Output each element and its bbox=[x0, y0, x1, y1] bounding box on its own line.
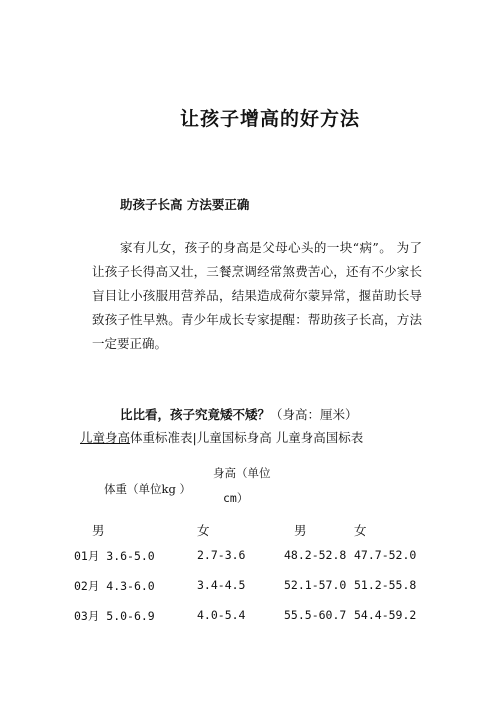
table-cell: 4.0-5.4 bbox=[197, 608, 246, 622]
table-label-underlined: 儿童身高 bbox=[80, 430, 131, 445]
intro-paragraph: 家有儿女，孩子的身高是父母心头的一块“病”。 为了让孩子长得高又壮，三餐烹调经常煞费苦心，还有不少家长盲目让小孩服用营养品，结果造成荷尔蒙异常，揠苗助长导致孩子性早熟。青少年成长专家提醒：帮助孩子长高，方法一定要正确。 bbox=[92, 240, 422, 351]
page-title: 让孩子增高的好方法 bbox=[179, 108, 360, 130]
section-subheading: 助孩子长高 方法要正确 bbox=[120, 197, 250, 212]
table-cell: 47.7-52.0 bbox=[354, 548, 417, 562]
table-cell: 01月 3.6-5.0 bbox=[74, 549, 155, 563]
table-cell: 54.4-59.2 bbox=[354, 608, 417, 622]
table-cell: 2.7-3.6 bbox=[197, 548, 246, 562]
table-label-rest: 体重标准表|儿童国标身高 儿童身高国标表 bbox=[130, 430, 364, 445]
sex-header-weight-male: 男 bbox=[92, 523, 105, 538]
table-cell: 3.4-4.5 bbox=[197, 578, 246, 592]
height-header-line2: cm） bbox=[223, 491, 249, 505]
sex-header-height-female: 女 bbox=[354, 523, 367, 538]
sex-header-height-male: 男 bbox=[294, 523, 307, 538]
weight-header: 体重（单位kg ） bbox=[104, 482, 191, 496]
sex-header-weight-female: 女 bbox=[197, 523, 210, 538]
table-cell: 55.5-60.7 bbox=[284, 608, 347, 622]
height-header-line1: 身高（单位 bbox=[213, 466, 271, 480]
table-cell: 03月 5.0-6.9 bbox=[74, 609, 155, 623]
table-label bbox=[80, 428, 363, 446]
compare-question: 比比看，孩子究竟矮不矮？ bbox=[120, 407, 271, 422]
compare-unit: （身高：厘米） bbox=[270, 407, 358, 422]
compare-heading bbox=[120, 405, 358, 423]
table-cell: 48.2-52.8 bbox=[284, 548, 347, 562]
table-cell: 52.1-57.0 bbox=[284, 578, 347, 592]
table-cell: 51.2-55.8 bbox=[354, 578, 417, 592]
table-cell: 02月 4.3-6.0 bbox=[74, 579, 155, 593]
